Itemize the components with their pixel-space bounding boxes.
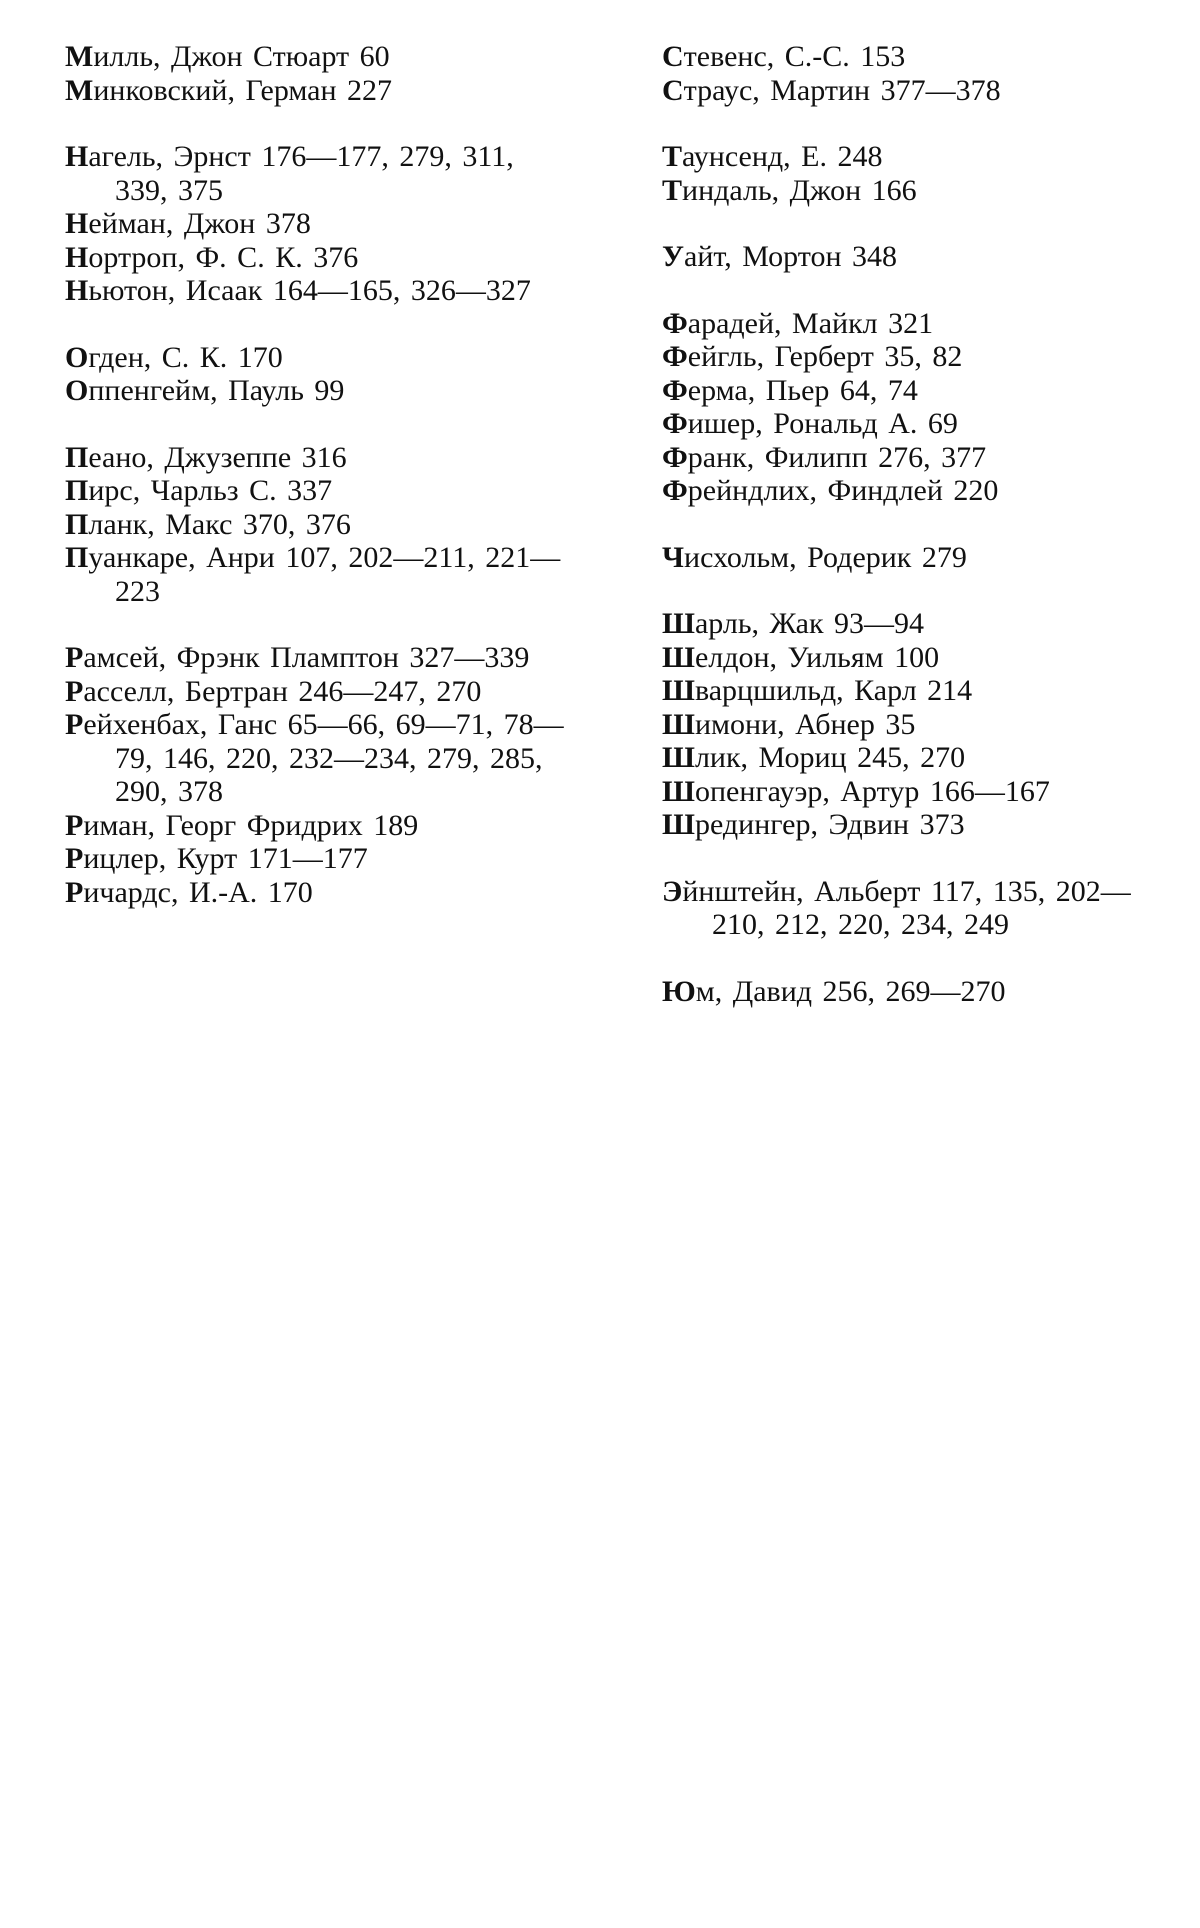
index-entry-text: еано, Джузеппе 316	[88, 440, 347, 474]
index-entry-initial: Э	[662, 874, 683, 908]
index-letter-group	[65, 441, 575, 609]
index-letter-group	[65, 341, 575, 408]
index-entry-text: ейман, Джон 378	[88, 207, 311, 240]
index-entry-initial: Ф	[662, 306, 688, 340]
index-entry	[662, 40, 1172, 74]
index-entry	[65, 675, 575, 709]
index-entry-text: иман, Георг Фридрих 189	[83, 808, 419, 842]
index-entry-initial: Ш	[662, 674, 695, 707]
index-entry-text: ирс, Чарльз С. 337	[88, 474, 333, 507]
index-entry-text: елдон, Уильям 100	[694, 640, 940, 674]
index-entry-text: ерма, Пьер 64, 74	[687, 373, 918, 407]
index-entry	[65, 441, 575, 475]
index-entry-initial: Н	[65, 140, 89, 173]
index-entry-text: ицлер, Курт 171—177	[83, 842, 368, 875]
index-entry-initial: Ф	[662, 407, 688, 440]
index-entry-initial: М	[65, 73, 94, 107]
index-entry	[662, 174, 1172, 208]
index-entry-initial: Р	[65, 708, 84, 741]
index-entry-initial: Н	[65, 207, 89, 240]
index-entry-initial: Ф	[662, 440, 688, 474]
index-entry-initial: О	[65, 340, 89, 374]
index-entry	[662, 808, 1172, 842]
index-entry-initial: Ф	[662, 340, 688, 373]
index-entry-initial: П	[65, 474, 89, 507]
index-entry-text: гден, С. К. 170	[88, 340, 283, 374]
index-entry	[662, 975, 1172, 1009]
index-entry-text: арадей, Майкл 321	[687, 306, 934, 340]
index-entry-initial: Ч	[662, 540, 685, 574]
index-entry-initial: О	[65, 374, 89, 407]
index-entry	[65, 241, 575, 275]
index-entry-initial: С	[662, 73, 684, 107]
index-entry-initial: Ш	[662, 774, 695, 808]
index-entry	[662, 474, 1172, 508]
index-entry	[65, 809, 575, 843]
index-entry-initial: Ш	[662, 741, 695, 774]
index-letter-group	[65, 641, 575, 909]
index-entry-initial: П	[65, 440, 89, 474]
index-entry	[65, 274, 575, 308]
index-entry-initial: Ш	[662, 808, 695, 841]
index-entry	[662, 240, 1172, 274]
index-column-left	[65, 40, 575, 942]
index-entry-initial: Ф	[662, 373, 688, 407]
index-letter-group	[662, 140, 1172, 207]
index-entry-text: редингер, Эдвин 373	[694, 808, 965, 841]
index-entry	[662, 140, 1172, 174]
index-entry-initial: Ш	[662, 640, 695, 674]
index-entry	[662, 674, 1172, 708]
index-entry	[662, 775, 1172, 809]
index-entry	[662, 708, 1172, 742]
index-entry	[65, 708, 575, 809]
index-entry-text: инковский, Герман 227	[93, 73, 393, 107]
index-entry	[65, 876, 575, 910]
index-entry-text: варцшильд, Карл 214	[694, 674, 973, 707]
index-entry-text: траус, Мартин 377—378	[683, 73, 1001, 107]
index-entry-text: ранк, Филипп 276, 377	[687, 440, 987, 474]
index-entry-text: аунсенд, Е. 248	[682, 140, 883, 173]
index-entry	[662, 875, 1172, 942]
index-entry-text: тевенс, С.-С. 153	[683, 40, 906, 73]
index-entry	[662, 340, 1172, 374]
index-entry-initial: Ф	[662, 474, 688, 507]
index-entry-initial: С	[662, 40, 684, 73]
index-entry-text: йнштейн, Альберт 117, 135, 202—210, 212, 220, 234, 249	[682, 874, 1131, 941]
index-entry-text: рейндлих, Финдлей 220	[687, 474, 999, 507]
index-entry-text: айт, Мортон 348	[684, 240, 898, 273]
index-entry-text: агель, Эрнст 176—177, 279, 311, 339, 375	[88, 140, 514, 207]
index-entry	[65, 341, 575, 375]
index-entry-initial: Т	[662, 173, 683, 207]
index-entry-text: ейгль, Герберт 35, 82	[687, 340, 963, 373]
index-entry	[65, 641, 575, 675]
index-entry-text: индаль, Джон 166	[682, 173, 917, 207]
index-entry	[662, 641, 1172, 675]
index-letter-group	[662, 607, 1172, 842]
index-entry-text: илль, Джон Стюарт 60	[93, 40, 390, 73]
index-entry	[662, 407, 1172, 441]
index-entry	[65, 374, 575, 408]
index-entry-initial: У	[662, 240, 685, 273]
index-entry-initial: П	[65, 507, 89, 541]
index-entry	[65, 207, 575, 241]
index-entry-text: ортроп, Ф. С. К. 376	[88, 240, 359, 274]
index-entry-text: исхольм, Родерик 279	[684, 540, 967, 574]
index-letter-group	[65, 140, 575, 308]
index-entry-text: имони, Абнер 35	[694, 707, 916, 741]
index-entry-initial: Т	[662, 140, 683, 173]
index-entry-initial: П	[65, 541, 89, 574]
index-entry-text: ппенгейм, Пауль 99	[88, 374, 345, 407]
index-entry-text: м, Давид 256, 269—270	[695, 974, 1006, 1008]
index-entry-text: уанкаре, Анри 107, 202—211, 221—223	[88, 541, 561, 608]
index-letter-group	[662, 307, 1172, 508]
index-entry	[662, 741, 1172, 775]
index-entry-text: амсей, Фрэнк Пламптон 327—339	[83, 641, 530, 674]
index-entry	[65, 508, 575, 542]
index-letter-group	[65, 40, 575, 107]
index-entry	[65, 474, 575, 508]
index-entry-initial: Ш	[662, 707, 695, 741]
index-entry	[65, 842, 575, 876]
index-entry	[65, 140, 575, 207]
index-letter-group	[662, 875, 1172, 942]
index-entry	[662, 607, 1172, 641]
index-entry-initial: М	[65, 40, 94, 73]
index-entry	[662, 307, 1172, 341]
index-entry-initial: Ш	[662, 607, 695, 640]
index-letter-group	[662, 240, 1172, 274]
index-letter-group	[662, 541, 1172, 575]
index-entry-text: ланк, Макс 370, 376	[88, 507, 351, 541]
index-letter-group	[662, 40, 1172, 107]
index-entry-initial: Ю	[662, 974, 696, 1008]
index-letter-group	[662, 975, 1172, 1009]
index-entry-text: арль, Жак 93—94	[694, 607, 925, 640]
index-entry-initial: Р	[65, 641, 84, 674]
index-entry-initial: Н	[65, 240, 89, 274]
index-entry	[662, 441, 1172, 475]
index-entry	[662, 74, 1172, 108]
index-entry-text: лик, Мориц 245, 270	[694, 741, 966, 774]
index-entry-text: опенгауэр, Артур 166—167	[694, 774, 1050, 808]
index-entry-initial: Р	[65, 674, 84, 708]
index-entry	[65, 40, 575, 74]
index-entry	[65, 74, 575, 108]
index-entry-text: асселл, Бертран 246—247, 270	[83, 674, 482, 708]
index-entry	[662, 374, 1172, 408]
index-column-right	[662, 40, 1172, 1041]
index-entry-initial: Н	[65, 274, 89, 307]
index-entry-text: ейхенбах, Ганс 65—66, 69—71, 78—79, 146, 220, 232—234, 279, 285, 290, 378	[83, 708, 564, 808]
index-entry-text: ишер, Рональд А. 69	[687, 407, 958, 440]
index-entry-text: ичардс, И.-А. 170	[83, 875, 313, 909]
index-entry-initial: Р	[65, 808, 84, 842]
index-entry	[662, 541, 1172, 575]
index-entry-initial: Р	[65, 842, 84, 875]
index-entry-text: ьютон, Исаак 164—165, 326—327	[88, 274, 531, 307]
index-entry-initial: Р	[65, 875, 84, 909]
index-entry	[65, 541, 575, 608]
